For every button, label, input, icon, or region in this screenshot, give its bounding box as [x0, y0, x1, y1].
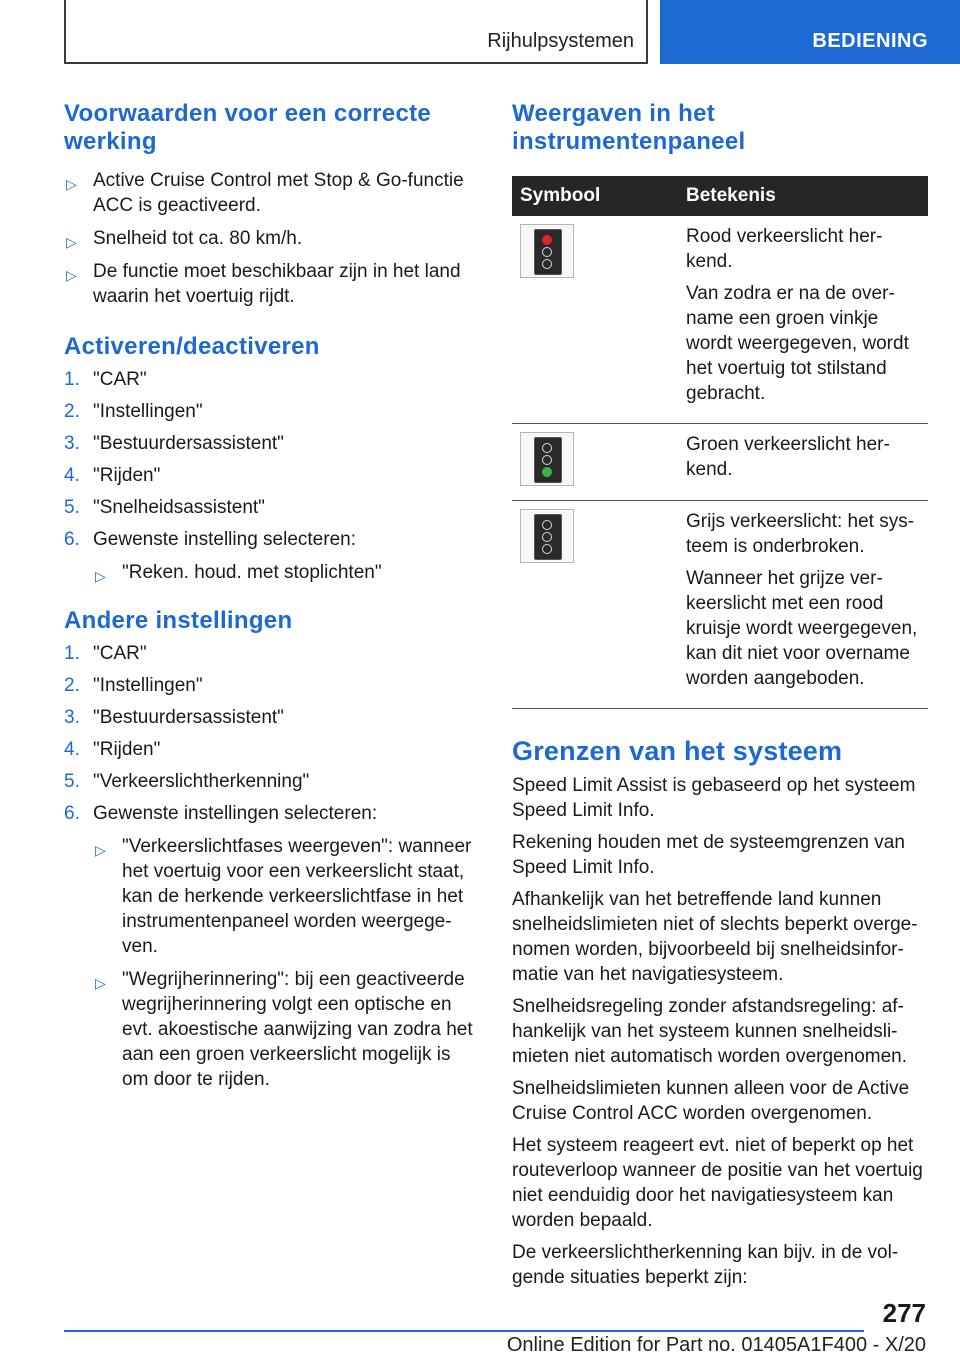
paragraph: Speed Limit Assist is gebaseerd op het systeem Speed Limit Info. — [512, 775, 916, 821]
step-number: 3. — [64, 707, 80, 728]
sub-item — [93, 967, 476, 1092]
triangle-bullet-icon: ▷ — [95, 842, 106, 858]
paragraph: Snelheidslimieten kunnen alleen voor de Active Cruise Control ACC worden overgenomen. — [512, 1078, 910, 1124]
green-traffic-light-icon — [520, 432, 574, 486]
right-column — [512, 100, 928, 1290]
sub-item — [93, 560, 476, 585]
step-item — [64, 463, 476, 488]
step-number: 6. — [64, 803, 80, 824]
meaning-cell — [678, 424, 928, 501]
symbol-table — [512, 176, 928, 709]
table-row — [512, 501, 928, 709]
step-text: "Instellingen" — [93, 401, 203, 422]
step-text: "CAR" — [93, 369, 147, 390]
chapter-tab — [660, 0, 960, 64]
step-number: 1. — [64, 369, 80, 390]
list-item — [64, 226, 476, 251]
conditions-heading: Voorwaarden voor een correcte werking — [64, 100, 432, 155]
conditions-list — [64, 168, 476, 309]
step-number: 4. — [64, 465, 80, 486]
step-item — [64, 801, 476, 1092]
meaning-text: Rood verkeerslicht herkend. — [686, 226, 883, 272]
step-text: "Verkeerslichtherkenning" — [93, 771, 310, 792]
triangle-bullet-icon: ▷ — [66, 267, 77, 283]
activate-steps — [64, 367, 476, 585]
step-text: "Bestuurdersassistent" — [93, 707, 284, 728]
paragraph: Het systeem reageert evt. niet of beperkt op het routeverloop wanneer de positie van het voertuig niet eenduidig door het navigatiesysteem kan worden bepaald. — [512, 1135, 923, 1231]
other-settings-steps — [64, 641, 476, 1092]
step-text: "Rijden" — [93, 739, 161, 760]
step-number: 5. — [64, 497, 80, 518]
display-heading: Weergaven in het instrumentenpaneel — [512, 100, 746, 155]
symbol-column-header: Symbool — [512, 176, 678, 216]
sub-item-text: "Reken. houd. met stoplichten" — [122, 562, 382, 583]
step-number: 1. — [64, 643, 80, 664]
table-row — [512, 216, 928, 424]
step-text: Gewenste instellingen selecteren: — [93, 803, 378, 824]
triangle-bullet-icon: ▷ — [95, 568, 106, 584]
sub-list — [93, 834, 476, 1092]
triangle-bullet-icon: ▷ — [66, 176, 77, 192]
meaning-text: Van zodra er na de overname een groen vinkje wordt weergegeven, wordt het voertuig tot stilstand gebracht. — [686, 283, 909, 404]
triangle-bullet-icon: ▷ — [95, 975, 106, 991]
left-column — [64, 100, 476, 1092]
other-settings-heading: Andere instellingen — [64, 607, 293, 634]
step-item — [64, 705, 476, 730]
list-item-text: Snelheid tot ca. 80 km/h. — [93, 228, 303, 249]
symbol-cell — [512, 501, 678, 709]
page-number: 277 — [882, 1298, 926, 1328]
step-text: "Bestuurdersassistent" — [93, 433, 284, 454]
step-number: 2. — [64, 401, 80, 422]
step-text: "Rijden" — [93, 465, 161, 486]
paragraph: Rekening houden met de systeemgrenzen van Speed Limit Info. — [512, 832, 905, 878]
grey-traffic-light-icon — [520, 509, 574, 563]
meaning-text: Wanneer het grijze verkeerslicht met een rood kruisje wordt weergegeven, kan dit niet voor overname worden aangeboden. — [686, 568, 918, 689]
list-item — [64, 168, 476, 218]
symbol-cell — [512, 424, 678, 501]
paragraph: Afhankelijk van het betreffende land kunnen snelheidslimieten niet of slechts beperkt overgenomen worden, bijvoorbeeld bij snelheidsinformatie van het navigatiesysteem. — [512, 889, 918, 985]
paragraph: Snelheidsregeling zonder afstandsregeling: afhankelijk van het systeem kunnen snelheidslimieten niet automatisch worden overgenomen. — [512, 996, 908, 1067]
meaning-column-header: Betekenis — [678, 176, 928, 216]
edition-note: Online Edition for Part no. 01405A1F400 - X/20 — [506, 1334, 926, 1356]
step-number: 3. — [64, 433, 80, 454]
step-item — [64, 367, 476, 392]
sub-list — [93, 560, 476, 585]
step-number: 4. — [64, 739, 80, 760]
sub-item-text: "Wegrijherinnering": bij een geactiveerde wegrijherinnering volgt een optische en evt. akoestische aanwijzing van zodra het aan een groen verkeerslicht mogelijk is om door te rijden. — [122, 969, 473, 1090]
list-item-text: Active Cruise Control met Stop & Go-functie ACC is geactiveerd. — [93, 170, 464, 216]
triangle-bullet-icon: ▷ — [66, 234, 77, 250]
step-item — [64, 737, 476, 762]
limits-heading: Grenzen van het systeem — [512, 736, 843, 766]
step-item — [64, 641, 476, 666]
step-text: "Instellingen" — [93, 675, 203, 696]
step-item — [64, 495, 476, 520]
meaning-text: Grijs verkeerslicht: het systeem is onderbroken. — [686, 511, 915, 557]
red-traffic-light-icon — [520, 224, 574, 278]
limits-body — [512, 773, 928, 1290]
section-title: Rijhulpsystemen — [487, 30, 634, 52]
step-number: 2. — [64, 675, 80, 696]
step-text: "CAR" — [93, 643, 147, 664]
list-item — [64, 259, 476, 309]
sub-item-text: "Verkeerslichtfases weergeven": wanneer het voertuig voor een verkeerslicht staat, kan de herkende verkeerslichtfase in het instrumentenpaneel worden weergegeven. — [122, 836, 472, 957]
table-row — [512, 424, 928, 501]
step-text: Gewenste instelling selecteren: — [93, 529, 356, 550]
meaning-cell — [678, 216, 928, 424]
chapter-title: BEDIENING — [812, 30, 928, 52]
step-item — [64, 527, 476, 585]
meaning-text: Groen verkeerslicht herkend. — [686, 434, 890, 480]
symbol-cell — [512, 216, 678, 424]
step-item — [64, 431, 476, 456]
header-section-box — [64, 0, 648, 64]
step-item — [64, 673, 476, 698]
meaning-cell — [678, 501, 928, 709]
activate-heading: Activeren/deactiveren — [64, 333, 320, 360]
step-text: "Snelheidsassistent" — [93, 497, 265, 518]
sub-item — [93, 834, 476, 959]
step-number: 5. — [64, 771, 80, 792]
step-item — [64, 769, 476, 794]
paragraph: De verkeerslichtherkenning kan bijv. in de volgende situaties beperkt zijn: — [512, 1242, 899, 1288]
step-number: 6. — [64, 529, 80, 550]
list-item-text: De functie moet beschikbaar zijn in het land waarin het voertuig rijdt. — [93, 261, 461, 307]
footer-divider — [64, 1330, 864, 1332]
step-item — [64, 399, 476, 424]
